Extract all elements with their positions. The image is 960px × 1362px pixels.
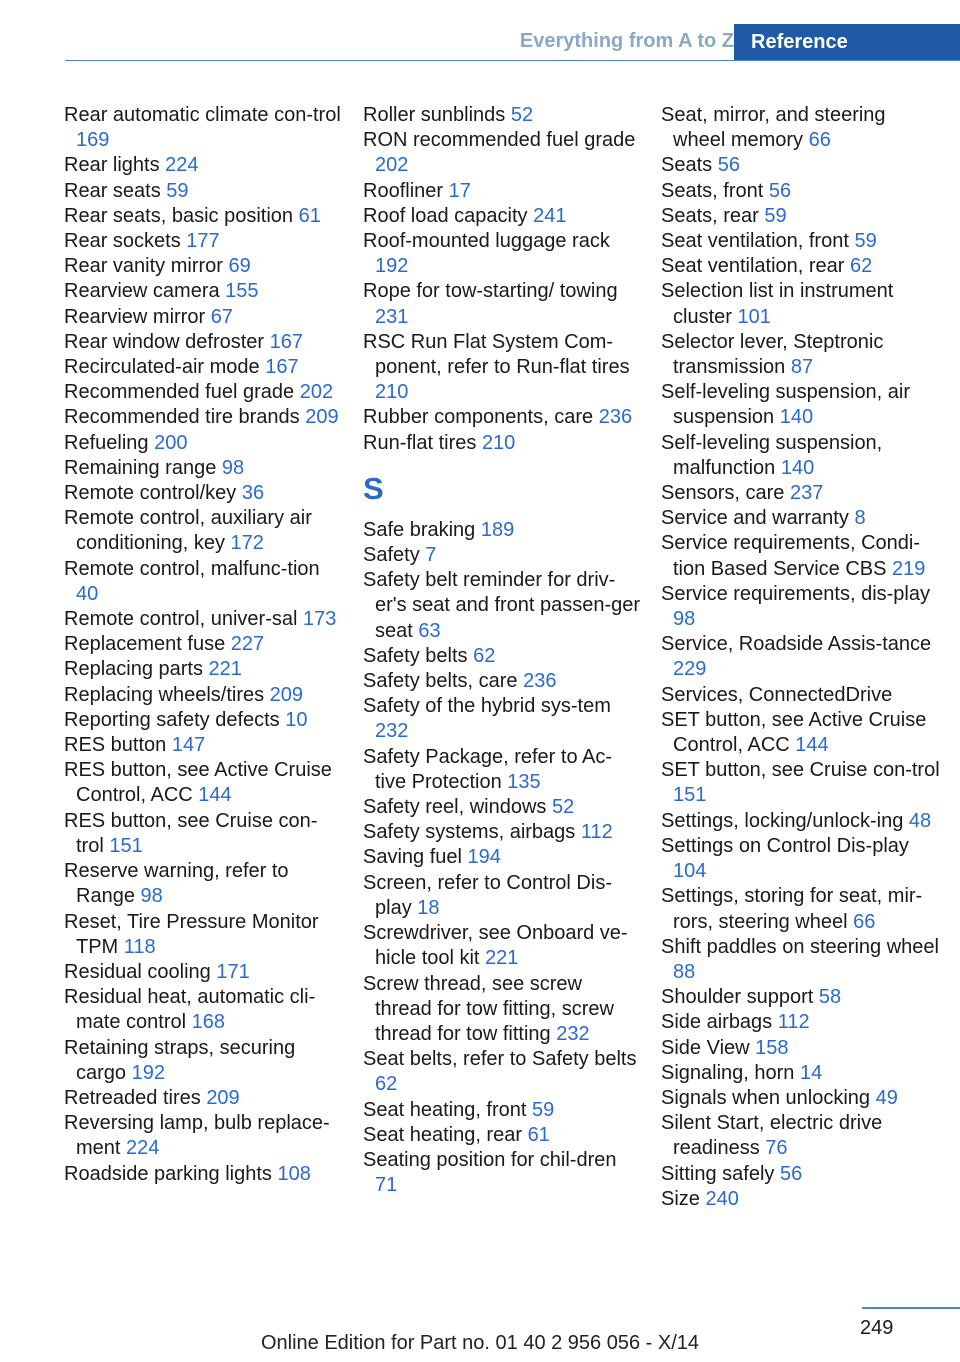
page-link[interactable]: 147 bbox=[171, 734, 206, 757]
page-link[interactable]: 202 bbox=[299, 381, 334, 404]
index-term: Reserve warning, refer to Range bbox=[64, 860, 289, 908]
index-term: Sitting safely bbox=[661, 1162, 775, 1185]
page-link[interactable]: 67 bbox=[210, 305, 233, 328]
index-term: Safety belt reminder for driv-er's seat and front passen-ger seat bbox=[363, 569, 641, 642]
page-link[interactable]: 241 bbox=[533, 204, 567, 227]
index-term: Rear vanity mirror bbox=[64, 255, 223, 278]
index-term: Reversing lamp, bulb replace-ment bbox=[64, 1112, 330, 1160]
index-term: Sensors, care bbox=[661, 482, 785, 505]
index-entry bbox=[64, 506, 344, 556]
index-entry bbox=[363, 1098, 643, 1123]
index-term: Service and warranty bbox=[661, 507, 849, 530]
page-link[interactable]: 17 bbox=[448, 179, 471, 202]
index-entry bbox=[363, 179, 643, 204]
index-term: Remote control, auxiliary air conditioning, key bbox=[64, 507, 312, 555]
page-link[interactable]: 98 bbox=[140, 885, 163, 908]
index-term: Reset, Tire Pressure Monitor TPM bbox=[64, 910, 319, 958]
page-link[interactable]: 237 bbox=[789, 482, 824, 505]
page-link[interactable]: 76 bbox=[765, 1137, 788, 1160]
index-term: Reporting safety defects bbox=[64, 708, 280, 731]
page-link[interactable]: 10 bbox=[285, 708, 308, 731]
index-term: Settings, locking/unlock-ing bbox=[661, 809, 904, 832]
index-term: Safety systems, airbags bbox=[363, 821, 576, 844]
index-term: Rear sockets bbox=[64, 230, 181, 253]
page-link[interactable]: 118 bbox=[123, 935, 156, 958]
page-link[interactable]: 224 bbox=[126, 1137, 160, 1160]
index-entry bbox=[64, 431, 344, 456]
index-entry bbox=[661, 1187, 941, 1212]
index-term: Self-leveling suspension, air suspension bbox=[661, 381, 911, 429]
page-link[interactable]: 56 bbox=[717, 154, 740, 177]
index-term: Seats, front bbox=[661, 179, 764, 202]
index-entry bbox=[64, 355, 344, 380]
index-entry bbox=[661, 834, 941, 884]
index-term: Rear automatic climate con-trol bbox=[64, 104, 341, 126]
page-link[interactable]: 7 bbox=[425, 544, 437, 567]
page-link[interactable]: 144 bbox=[198, 784, 232, 807]
index-entry bbox=[64, 153, 344, 178]
index-term: Retaining straps, securing cargo bbox=[64, 1036, 296, 1084]
index-term: Rear window defroster bbox=[64, 330, 265, 353]
index-entry bbox=[661, 1061, 941, 1086]
page-link[interactable]: 171 bbox=[216, 960, 250, 983]
page-link[interactable]: 168 bbox=[191, 1011, 225, 1034]
index-term: Selection list in instrument cluster bbox=[661, 280, 894, 328]
index-term: Remote control, univer-sal bbox=[64, 608, 298, 631]
index-term: Selector lever, Steptronic transmission bbox=[661, 330, 884, 379]
reference-tab[interactable]: Reference bbox=[734, 24, 960, 61]
index-entry bbox=[661, 103, 941, 153]
index-entry bbox=[661, 330, 941, 380]
index-entry bbox=[363, 543, 643, 568]
index-term: Replacing parts bbox=[64, 658, 203, 681]
page-link[interactable]: 101 bbox=[737, 305, 771, 328]
index-term: Recirculated-air mode bbox=[64, 356, 260, 379]
index-entry bbox=[363, 1047, 643, 1097]
index-term: Rearview camera bbox=[64, 280, 220, 303]
page-link[interactable]: 87 bbox=[790, 356, 814, 379]
index-entry bbox=[64, 657, 344, 682]
page-link[interactable]: 104 bbox=[673, 860, 707, 883]
index-entry bbox=[661, 1111, 941, 1161]
index-entry bbox=[661, 758, 941, 808]
index-term: Safety belts bbox=[363, 644, 468, 667]
index-term: Replacement fuse bbox=[64, 633, 226, 656]
page-link[interactable]: 61 bbox=[527, 1123, 550, 1146]
index-entry bbox=[661, 708, 941, 758]
index-entry bbox=[64, 859, 344, 909]
page-link[interactable]: 40 bbox=[76, 582, 99, 605]
index-term: Roller sunblinds bbox=[363, 104, 506, 126]
index-entry bbox=[661, 809, 941, 834]
index-entry bbox=[363, 1148, 643, 1198]
index-entry bbox=[363, 795, 643, 820]
index-term: Run-flat tires bbox=[363, 431, 477, 454]
index-term: Services, ConnectedDrive bbox=[661, 683, 893, 706]
index-entry bbox=[661, 1036, 941, 1061]
page-link[interactable]: 98 bbox=[221, 456, 245, 479]
index-entry bbox=[64, 279, 344, 304]
index-entry bbox=[363, 103, 643, 128]
index-term: Recommended fuel grade bbox=[64, 381, 295, 404]
index-term: Seat heating, front bbox=[363, 1098, 527, 1121]
page-link[interactable]: 66 bbox=[853, 910, 876, 933]
edition-footer: Online Edition for Part no. 01 40 2 956 056 - X/14 bbox=[260, 1332, 700, 1354]
index-term: Roof load capacity bbox=[363, 204, 528, 227]
index-entry bbox=[363, 644, 643, 669]
index-column-2 bbox=[363, 103, 643, 1198]
page-link[interactable]: 169 bbox=[76, 129, 110, 152]
page-link[interactable]: 210 bbox=[481, 431, 516, 454]
index-term: Safety of the hybrid sys-tem bbox=[363, 695, 611, 718]
page-link[interactable]: 58 bbox=[818, 986, 842, 1009]
page-link[interactable]: 98 bbox=[673, 608, 696, 631]
index-term: Side airbags bbox=[661, 1011, 773, 1034]
page-link[interactable]: 236 bbox=[523, 670, 557, 693]
page-link[interactable]: 158 bbox=[755, 1036, 789, 1059]
index-term: Retreaded tires bbox=[64, 1086, 201, 1109]
index-term: Residual cooling bbox=[64, 960, 211, 983]
page-link[interactable]: 108 bbox=[277, 1162, 311, 1185]
index-term: SET button, see Cruise con-trol bbox=[661, 759, 940, 782]
index-term: Safety reel, windows bbox=[363, 796, 547, 819]
index-term: Seat ventilation, rear bbox=[661, 255, 845, 278]
page-link[interactable]: 167 bbox=[269, 330, 304, 353]
page-link[interactable]: 209 bbox=[206, 1086, 240, 1109]
page-link[interactable]: 192 bbox=[375, 255, 409, 278]
index-entry bbox=[64, 910, 344, 960]
index-entry bbox=[64, 179, 344, 204]
page-link[interactable]: 61 bbox=[298, 204, 321, 227]
index-column-3 bbox=[661, 103, 941, 1212]
page-link[interactable]: 209 bbox=[269, 683, 304, 706]
index-entry bbox=[661, 279, 941, 329]
index-term: Saving fuel bbox=[363, 846, 462, 869]
index-entry bbox=[363, 820, 643, 845]
index-term: RES button, see Cruise con-trol bbox=[64, 809, 318, 857]
index-entry bbox=[363, 845, 643, 870]
page-link[interactable]: 69 bbox=[228, 255, 251, 278]
index-entry bbox=[363, 972, 643, 1048]
page-link[interactable]: 59 bbox=[166, 179, 189, 202]
page-link[interactable]: 200 bbox=[154, 431, 188, 454]
page-link[interactable]: 240 bbox=[705, 1187, 739, 1210]
index-entry bbox=[64, 405, 344, 430]
index-term: Rope for tow-starting/ towing bbox=[363, 280, 618, 303]
index-term: RON recommended fuel grade bbox=[363, 129, 636, 152]
page-link[interactable]: 56 bbox=[779, 1162, 803, 1185]
index-entry bbox=[64, 481, 344, 506]
page-link[interactable]: 144 bbox=[795, 734, 829, 757]
index-entry bbox=[363, 871, 643, 921]
index-entry bbox=[64, 632, 344, 657]
index-entry bbox=[64, 985, 344, 1035]
section-letter: S bbox=[363, 470, 384, 506]
index-term: Rear seats bbox=[64, 179, 161, 202]
page-link[interactable]: 66 bbox=[808, 129, 831, 152]
index-entry bbox=[64, 229, 344, 254]
index-entry bbox=[64, 683, 344, 708]
page-link[interactable]: 221 bbox=[485, 947, 519, 970]
index-term: Screw thread, see screw thread for tow fitting, screw thread for tow fitting bbox=[363, 972, 614, 1045]
page-link[interactable]: 167 bbox=[265, 356, 299, 379]
index-term: Remote control/key bbox=[64, 482, 237, 505]
index-entry bbox=[661, 506, 941, 531]
index-term: Seat, mirror, and steering wheel memory bbox=[661, 104, 886, 152]
index-entry bbox=[661, 1162, 941, 1187]
page-link[interactable]: 231 bbox=[375, 305, 409, 328]
index-entry bbox=[64, 204, 344, 229]
index-entry bbox=[64, 708, 344, 733]
index-term: Settings on Control Dis-play bbox=[661, 834, 909, 857]
index-term: Service requirements, dis-play bbox=[661, 582, 930, 605]
section-title: Everything from A to Z bbox=[519, 30, 734, 52]
page-link[interactable]: 173 bbox=[303, 608, 337, 631]
footer-rule bbox=[862, 1307, 960, 1309]
index-entry bbox=[661, 380, 941, 430]
index-term: SET button, see Active Cruise Control, ACC bbox=[661, 708, 927, 757]
page-link[interactable]: 18 bbox=[417, 896, 440, 919]
index-entry bbox=[64, 607, 344, 632]
index-term: Screwdriver, see Onboard ve-hicle tool kit bbox=[363, 922, 628, 970]
page-link[interactable]: 232 bbox=[556, 1022, 590, 1045]
page-link[interactable]: 36 bbox=[241, 482, 265, 505]
page-link[interactable]: 202 bbox=[375, 154, 409, 177]
index-term: Settings, storing for seat, mir-rors, steering wheel bbox=[661, 885, 923, 933]
index-entry bbox=[661, 254, 941, 279]
index-term: Safety belts, care bbox=[363, 670, 518, 693]
index-term: Seat ventilation, front bbox=[661, 230, 849, 253]
index-entry bbox=[363, 128, 643, 178]
index-term: Replacing wheels/tires bbox=[64, 683, 265, 706]
index-entry bbox=[64, 1036, 344, 1086]
index-term: Refueling bbox=[64, 431, 149, 454]
index-term: RES button, see Active Cruise Control, ACC bbox=[64, 759, 332, 807]
index-term: Size bbox=[661, 1187, 700, 1210]
index-entry bbox=[363, 1123, 643, 1148]
page-link[interactable]: 112 bbox=[580, 821, 613, 844]
index-entry bbox=[661, 481, 941, 506]
index-term: Shoulder support bbox=[661, 986, 814, 1009]
index-entry bbox=[363, 229, 643, 279]
header-rule bbox=[65, 60, 960, 61]
index-entry bbox=[661, 431, 941, 481]
index-term: Roofliner bbox=[363, 179, 444, 202]
index-term: Rubber components, care bbox=[363, 406, 594, 429]
index-term: Rear seats, basic position bbox=[64, 204, 294, 227]
page-link[interactable]: 62 bbox=[375, 1073, 398, 1096]
index-entry bbox=[363, 518, 643, 543]
page-link[interactable]: 232 bbox=[375, 720, 409, 743]
index-entry bbox=[363, 694, 643, 744]
index-entry bbox=[64, 305, 344, 330]
page-link[interactable]: 155 bbox=[225, 280, 259, 303]
index-entry bbox=[363, 921, 643, 971]
page-link[interactable]: 192 bbox=[131, 1061, 165, 1084]
index-term: Service requirements, Condi-tion Based Service CBS bbox=[661, 532, 920, 580]
index-entry bbox=[661, 632, 941, 682]
index-column-1 bbox=[64, 103, 344, 1187]
index-entry bbox=[363, 568, 643, 644]
page-link[interactable]: 189 bbox=[480, 518, 515, 541]
index-entry bbox=[661, 1010, 941, 1035]
index-entry bbox=[64, 380, 344, 405]
index-term: RES button bbox=[64, 734, 167, 757]
index-entry bbox=[661, 985, 941, 1010]
page-link[interactable]: 62 bbox=[850, 255, 873, 278]
index-entry bbox=[661, 531, 941, 581]
page-link[interactable]: 219 bbox=[892, 557, 926, 580]
page-link[interactable]: 140 bbox=[779, 406, 814, 429]
index-term: Self-leveling suspension, malfunction bbox=[661, 431, 883, 479]
index-entry bbox=[363, 431, 643, 456]
index-term: Service, Roadside Assis-tance bbox=[661, 633, 932, 656]
page-link[interactable]: 59 bbox=[532, 1098, 555, 1121]
index-term: Residual heat, automatic cli-mate control bbox=[64, 986, 316, 1034]
page-link[interactable]: 177 bbox=[186, 230, 220, 253]
page-link[interactable]: 236 bbox=[598, 406, 633, 429]
index-entry bbox=[64, 330, 344, 355]
index-term: Safety bbox=[363, 544, 420, 567]
page-header bbox=[65, 24, 960, 61]
page-link[interactable]: 224 bbox=[165, 154, 199, 177]
index-term: Rear lights bbox=[64, 154, 160, 177]
index-term: Seats bbox=[661, 154, 713, 177]
page-link[interactable]: 172 bbox=[230, 532, 264, 555]
index-term: Screen, refer to Control Dis-play bbox=[363, 871, 612, 919]
index-entry bbox=[64, 733, 344, 758]
page-link[interactable]: 227 bbox=[230, 633, 265, 656]
index-entry bbox=[64, 758, 344, 808]
index-entry bbox=[661, 1086, 941, 1111]
index-term: Seat heating, rear bbox=[363, 1123, 522, 1146]
index-entry bbox=[363, 330, 643, 406]
index-term: Shift paddles on steering wheel bbox=[661, 935, 939, 958]
index-term: Signaling, horn bbox=[661, 1061, 795, 1084]
index-entry bbox=[64, 1111, 344, 1161]
page-link[interactable]: 8 bbox=[854, 507, 866, 530]
page-link[interactable]: 229 bbox=[673, 658, 707, 681]
index-term: Seat belts, refer to Safety belts bbox=[363, 1048, 637, 1071]
index-term: Side View bbox=[661, 1036, 750, 1059]
page-link[interactable]: 52 bbox=[510, 104, 534, 126]
page-link[interactable]: 151 bbox=[673, 784, 707, 807]
index-entry bbox=[64, 809, 344, 859]
index-entry bbox=[64, 1162, 344, 1187]
page-link[interactable]: 62 bbox=[473, 644, 496, 667]
page-link[interactable]: 59 bbox=[854, 230, 877, 253]
index-term: Silent Start, electric drive readiness bbox=[661, 1112, 883, 1160]
page-link[interactable]: 151 bbox=[109, 834, 143, 857]
index-entry bbox=[363, 405, 643, 430]
index-entry bbox=[363, 745, 643, 795]
page-link[interactable]: 59 bbox=[764, 204, 787, 227]
page-link[interactable]: 194 bbox=[467, 846, 501, 869]
index-term: Remote control, malfunc-tion bbox=[64, 557, 320, 580]
page-link[interactable]: 71 bbox=[375, 1174, 398, 1197]
index-term: Recommended tire brands bbox=[64, 406, 300, 429]
index-entry bbox=[661, 935, 941, 985]
index-term: Safety Package, refer to Ac-tive Protection bbox=[363, 745, 613, 793]
page-link[interactable]: 112 bbox=[777, 1011, 810, 1034]
index-term: Seats, rear bbox=[661, 204, 759, 227]
index-entry bbox=[661, 884, 941, 934]
page-link[interactable]: 14 bbox=[800, 1061, 823, 1084]
index-entry bbox=[64, 557, 344, 607]
index-term: Rearview mirror bbox=[64, 305, 206, 328]
index-entry bbox=[661, 683, 941, 708]
index-entry bbox=[64, 254, 344, 279]
page-link[interactable]: 63 bbox=[418, 619, 441, 642]
index-term: RSC Run Flat System Com-ponent, refer to Run-flat tires bbox=[363, 330, 630, 379]
page-number: 249 bbox=[860, 1317, 894, 1339]
index-entry bbox=[363, 669, 643, 694]
index-entry bbox=[661, 179, 941, 204]
page-link[interactable]: 135 bbox=[507, 770, 541, 793]
page-link[interactable]: 52 bbox=[551, 796, 575, 819]
page-link[interactable]: 49 bbox=[875, 1086, 898, 1109]
index-term: Remaining range bbox=[64, 456, 217, 479]
index-entry bbox=[661, 204, 941, 229]
index-entry bbox=[661, 582, 941, 632]
index-entry bbox=[64, 103, 344, 153]
page-link[interactable]: 140 bbox=[780, 456, 815, 479]
page-link[interactable]: 56 bbox=[768, 179, 792, 202]
page-link[interactable]: 221 bbox=[208, 658, 242, 681]
index-entry bbox=[661, 153, 941, 178]
index-entry bbox=[64, 1086, 344, 1111]
index-term: Roof-mounted luggage rack bbox=[363, 230, 610, 253]
page-link[interactable]: 88 bbox=[673, 960, 696, 983]
index-entry bbox=[64, 456, 344, 481]
index-entry bbox=[363, 204, 643, 229]
page-link[interactable]: 209 bbox=[305, 406, 339, 429]
index-entry bbox=[64, 960, 344, 985]
index-term: Safe braking bbox=[363, 518, 476, 541]
index-term: Seating position for chil-dren bbox=[363, 1148, 617, 1171]
index-entry bbox=[363, 279, 643, 329]
index-term: Roadside parking lights bbox=[64, 1162, 272, 1185]
page-link[interactable]: 210 bbox=[375, 381, 409, 404]
index-term: Signals when unlocking bbox=[661, 1086, 871, 1109]
page-link[interactable]: 48 bbox=[908, 809, 932, 832]
index-entry bbox=[661, 229, 941, 254]
